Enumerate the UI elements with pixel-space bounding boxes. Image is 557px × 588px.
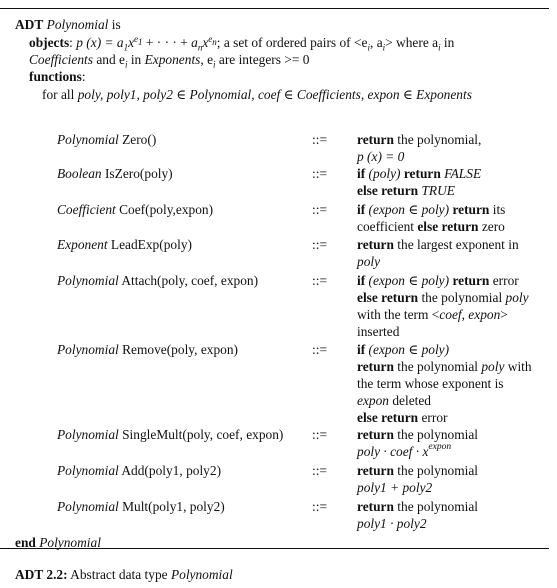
attach-else: else return the polynomial poly <box>357 290 529 305</box>
attach-term: with the term <coef, expon> <box>357 307 508 322</box>
coef-else: coefficient else return zero <box>357 219 505 234</box>
adt-header <box>15 16 121 33</box>
objects-formula: p (x) = a <box>76 35 124 50</box>
leadexp-poly: poly <box>357 254 381 269</box>
objects-label: objects <box>29 35 70 50</box>
singlemult-expr: poly · coef · $x^{expon}$ <box>357 441 452 459</box>
remove-else: else return error <box>357 410 448 425</box>
objects-line-2: Coefficients and $e_i$ in Exponents, $e_i$ are integers >= 0 <box>29 52 310 70</box>
adt-name: Polynomial <box>46 17 109 32</box>
adt-end: end Polynomial <box>15 535 101 550</box>
p-zero: p (x) = 0 <box>357 149 405 164</box>
attach-inserted: inserted <box>357 324 400 339</box>
top-rule <box>0 8 549 9</box>
is-word: is <box>111 17 121 32</box>
iszero-else: else return TRUE <box>357 183 455 198</box>
bottom-rule <box>0 548 549 549</box>
functions-label: functions: <box>29 69 86 84</box>
remove-return: return the polynomial poly with <box>357 359 532 374</box>
caption-label: ADT 2.2: <box>15 567 68 582</box>
remove-term: the term whose exponent is <box>357 376 504 391</box>
adt-keyword: ADT <box>15 17 44 32</box>
mult-expr: poly1 · poly2 <box>357 516 427 531</box>
for-all-line: for all poly, poly1, poly2 ∈ Polynomial, coef ∈ Coefficients, expon ∈ Exponents <box>42 87 472 102</box>
caption: ADT 2.2: Abstract data type Polynomial <box>15 567 233 582</box>
add-expr: poly1 + poly2 <box>357 480 433 495</box>
objects-line-1: objects: p $(x) = a_1x^{e_1}$ + · · · + $a_nx^{e_n}$; a set of ordered pairs of $<e_i$, $a_i>$ where $a_i$ in <box>29 33 455 53</box>
remove-deleted: expon deleted <box>357 393 431 408</box>
